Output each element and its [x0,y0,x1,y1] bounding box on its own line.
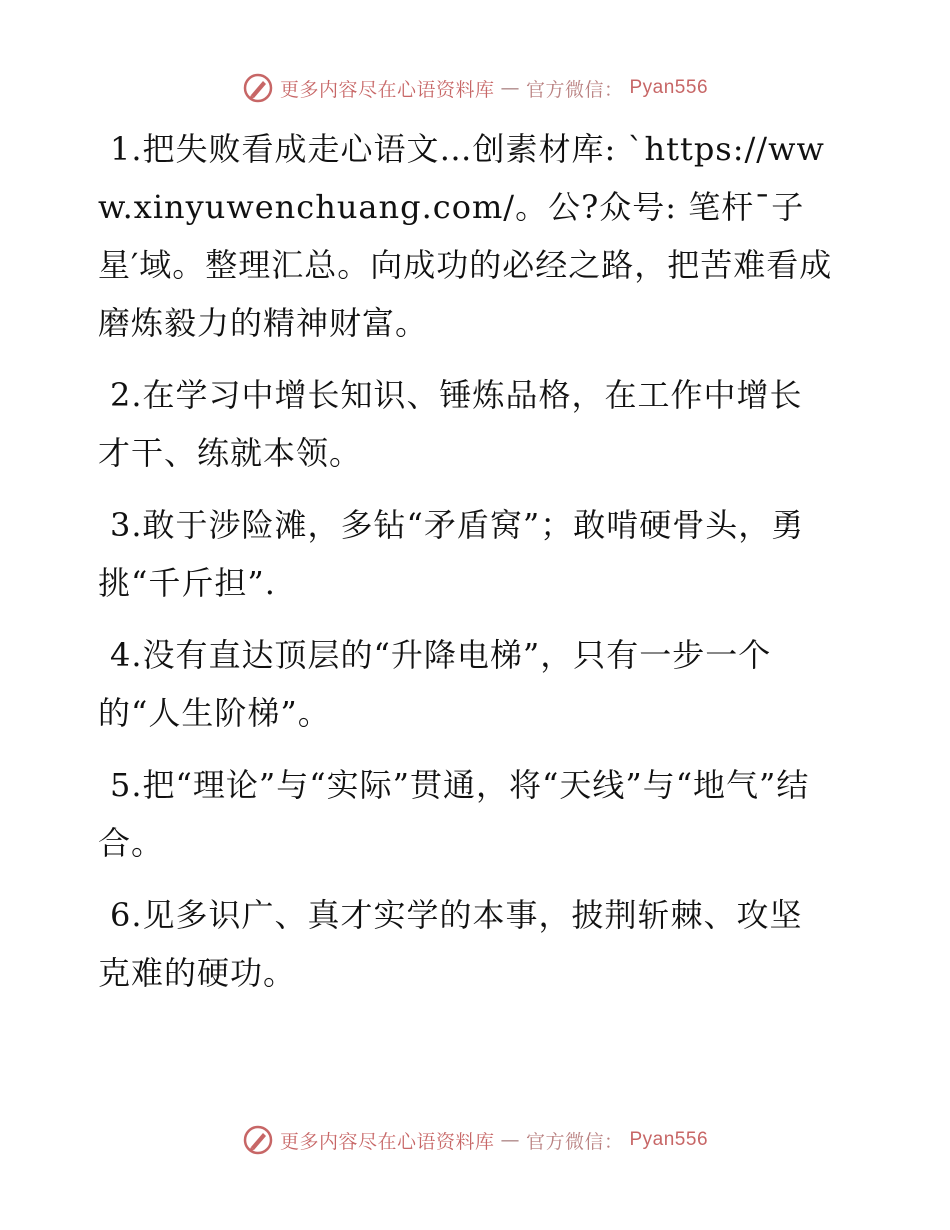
paragraph-6: 6.见多识广、真才实学的本事，披荆斩棘、攻坚克难的硬功。 [98,896,803,992]
header-watermark [0,72,950,104]
watermark-official-label: 官方微信： [525,78,624,101]
paragraph-1: 1.把失败看成走心语文…创素材库: `https://www.xinyuwenchuang.com/。公?众号: 笔杆¯子星′域。整理汇总。向成功的必经之路，把苦难看成磨炼毅力的精神财富。 [98,130,833,342]
watermark-site-text: 更多内容尽在心语资料库 [279,78,495,101]
document-body [98,120,834,1016]
watermark-wechat-id: Pyan556 [629,77,709,98]
paragraph-4: 4.没有直达顶层的“升降电梯”，只有一步一个的“人生阶梯”。 [98,636,772,732]
paragraph-3: 3.敢于涉险滩，多钻“矛盾窝”；敢啃硬骨头，勇挑“千斤担”. [98,506,805,602]
watermark-separator: — [500,1129,520,1151]
watermark-site-text: 更多内容尽在心语资料库 [279,1130,495,1153]
pen-logo-icon [242,1124,274,1156]
pen-logo-icon [242,72,274,104]
paragraph-2: 2.在学习中增长知识、锤炼品格，在工作中增长才干、练就本领。 [98,376,803,472]
paragraph-5: 5.把“理论”与“实际”贯通，将“天线”与“地气”结合。 [98,766,810,862]
watermark-separator: — [500,77,520,99]
watermark-official-label: 官方微信： [525,1130,624,1153]
footer-watermark [0,1124,950,1156]
watermark-wechat-id: Pyan556 [629,1129,709,1150]
